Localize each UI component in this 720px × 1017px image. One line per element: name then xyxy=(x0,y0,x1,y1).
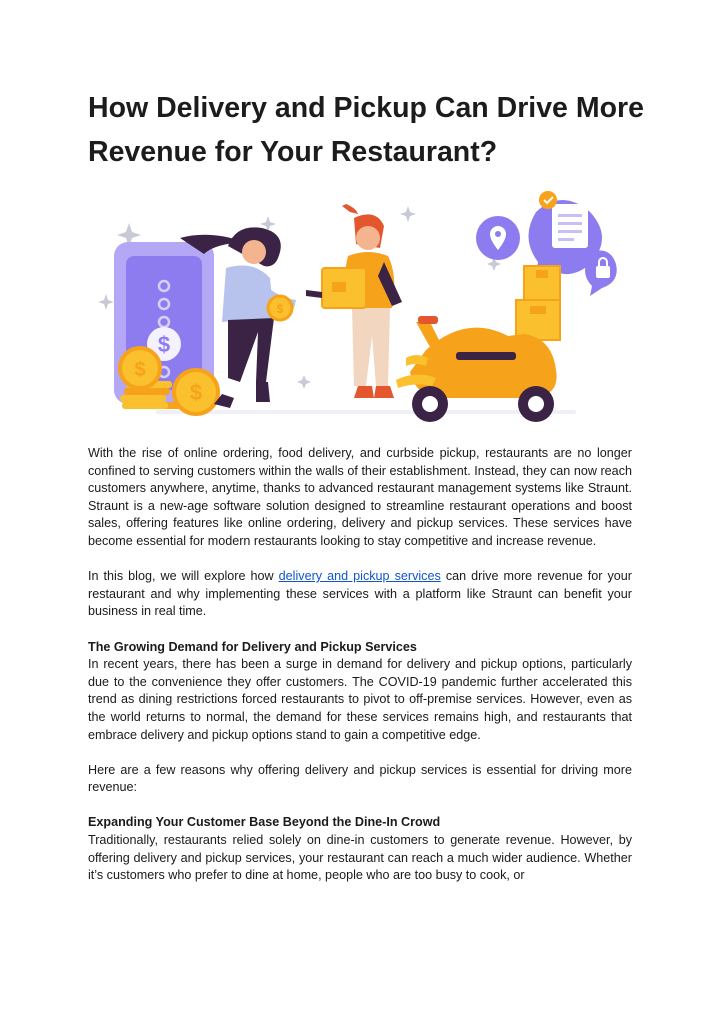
svg-text:$: $ xyxy=(157,332,171,357)
lock-icon xyxy=(585,251,617,297)
svg-text:$: $ xyxy=(134,359,146,381)
hero-illustration xyxy=(96,182,624,428)
section-heading-customer-base: Expanding Your Customer Base Beyond the Dine-In Crowd xyxy=(88,815,441,830)
svg-text:$: $ xyxy=(189,380,203,405)
growing-demand-paragraph: In recent years, there has been a surge in demand for delivery and pickup options, particularly due to the convenience they offer customers. The COVID-19 pandemic further accelerated this trend as dining restrictions forced restaurants to pivot to off-premise services. However, even as the world returns to normal, the demand for these services remains high, and restaurants that embrace delivery and pickup options stand to gain a competitive edge. xyxy=(88,657,632,742)
blog-paragraph xyxy=(88,568,632,621)
intro-paragraph: With the rise of online ordering, food delivery, and curbside pickup, restaurants are no longer confined to serving customers within the walls of their establishment. Instead, they can now reach customers anywhere, anytime, thanks to advanced restaurant management systems like Straunt. Straunt is a new-age software solution designed to streamline restaurant operations and boost sales, offering features like online ordering, delivery and pickup services. These services have become essential for modern restaurants looking to stay competitive and increase revenue. xyxy=(88,446,632,548)
delivery-person-figure xyxy=(306,204,402,398)
page-title: How Delivery and Pickup Can Drive More Revenue for Your Restaurant? xyxy=(88,92,644,168)
location-pin-icon xyxy=(476,216,520,260)
section-heading-growing-demand: The Growing Demand for Delivery and Pickup Services xyxy=(88,639,417,654)
customer-base-paragraph: Traditionally, restaurants relied solely on dine-in customers to generate revenue. However, by offering delivery and pickup services, your restaurant can reach a much wider audience. Whether it’s customers who prefer to dine at home, people who are too busy to cook, or xyxy=(88,833,632,883)
reasons-paragraph: Here are a few reasons why offering delivery and pickup services is essential for driving more revenue: xyxy=(88,762,632,795)
coin-icon xyxy=(174,370,218,414)
blog-text-before: In this blog, we will explore how xyxy=(88,569,279,584)
svg-text:$: $ xyxy=(276,302,284,316)
package-boxes-icon xyxy=(516,266,560,340)
coin-icon xyxy=(120,348,160,388)
blog-text-after: can drive more revenue for your restaurant and why implementing these services with a platform like Straunt can benefit your business in real time. xyxy=(88,569,632,619)
delivery-illustration xyxy=(96,182,624,428)
ground-line xyxy=(156,410,576,414)
delivery-pickup-link[interactable]: delivery and pickup services xyxy=(278,569,441,584)
article-body xyxy=(88,445,632,885)
